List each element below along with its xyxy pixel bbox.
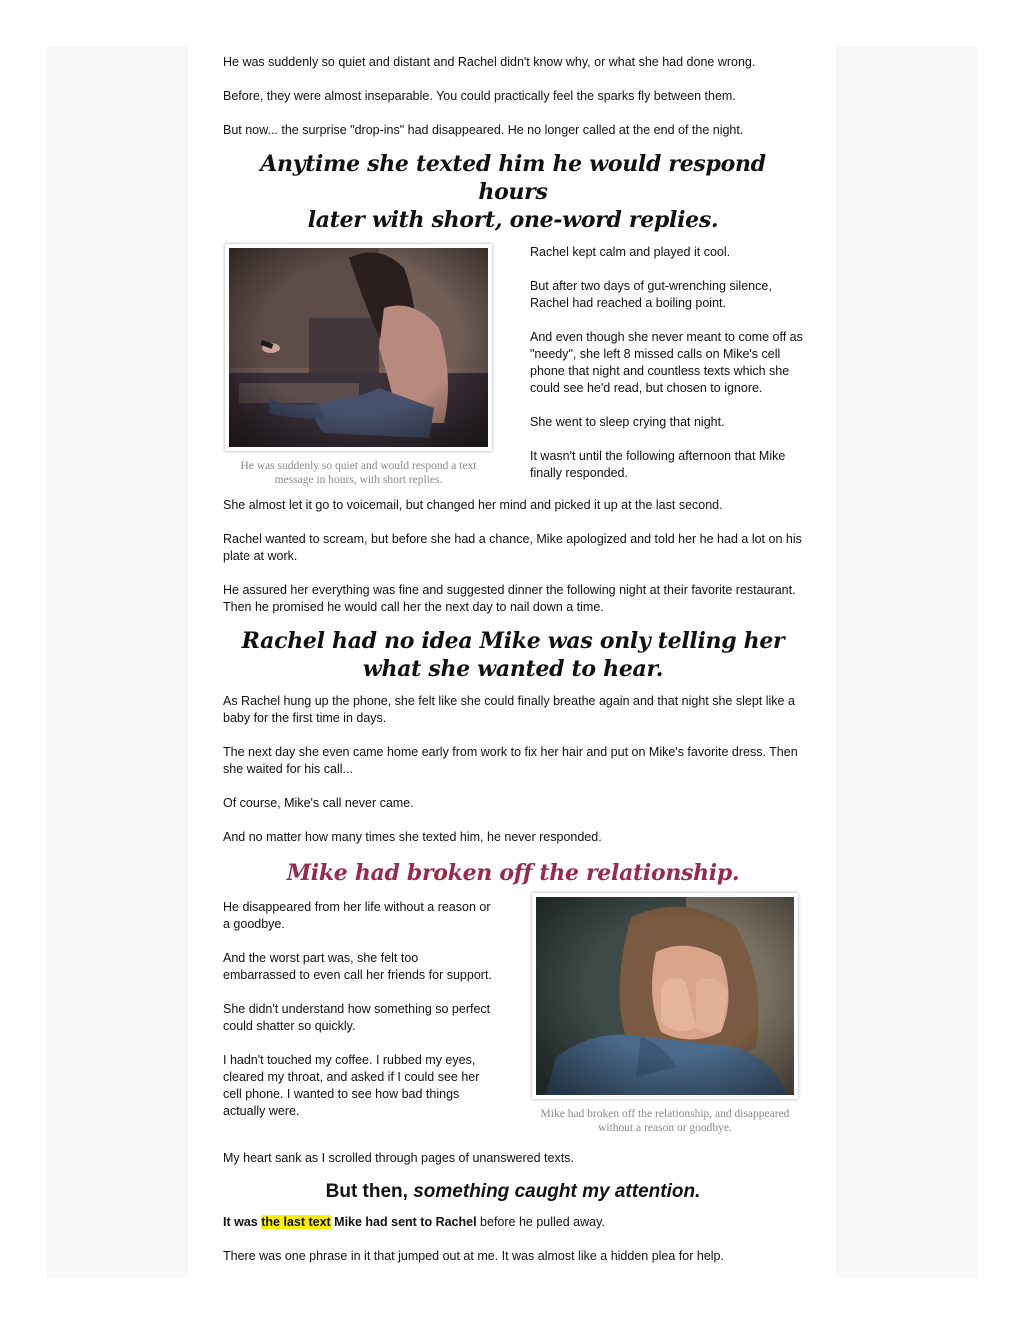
heading-line: Anytime she texted him he would respond hours — [260, 151, 766, 205]
paragraph — [223, 1214, 803, 1231]
paragraph: And no matter how many times she texted him, he never responded. — [223, 830, 602, 844]
side-text-column — [530, 244, 803, 482]
crying-woman-illustration — [536, 897, 794, 1095]
paragraph: But now... the surprise "drop-ins" had disappeared. He no longer called at the end of the night. — [223, 123, 744, 137]
attention-heading — [223, 1180, 803, 1204]
figure — [225, 244, 492, 487]
heading-emphasis: something caught my attention. — [413, 1181, 701, 1202]
section-heading — [223, 150, 803, 234]
photo-frame — [532, 893, 798, 1099]
heading-plain: But then, — [325, 1181, 414, 1202]
side-text-column — [223, 899, 493, 1120]
paragraph: The next day she even came home early from work to fix her hair and put on Mike's favorite dress. Then she waited for his call... — [223, 745, 798, 776]
paragraph: She didn't understand how something so perfect could shatter so quickly. — [223, 1002, 491, 1033]
paragraph: As Rachel hung up the phone, she felt like she could finally breathe again and that night she slept like a baby for the first time in days. — [223, 694, 795, 725]
paragraph: My heart sank as I scrolled through pages of unanswered texts. — [223, 1151, 574, 1165]
section-heading — [223, 627, 803, 683]
paragraph: There was one phrase in it that jumped out at me. It was almost like a hidden plea for help. — [223, 1249, 724, 1263]
paragraph: Of course, Mike's call never came. — [223, 796, 414, 810]
heading-line: later with short, one-word replies. — [307, 207, 719, 233]
article-body — [223, 46, 803, 1282]
paragraph: She went to sleep crying that night. — [530, 415, 725, 429]
figure-caption: He was suddenly so quiet and would respond a text message in hours, with short replies. — [240, 460, 477, 486]
text-image-block — [223, 899, 803, 1135]
paragraph: He was suddenly so quiet and distant and Rachel didn't know why, or what she had done wrong. — [223, 55, 756, 69]
paragraph: But after two days of gut-wrenching silence, Rachel had reached a boiling point. — [530, 279, 772, 310]
paragraph: And even though she never meant to come off as "needy", she left 8 missed calls on Mike's cell phone that night and countless texts which she could see he'd read, but chosen to ignore. — [530, 330, 803, 395]
heading-line: Rachel had no idea Mike was only telling her — [241, 628, 785, 654]
paragraph: Rachel wanted to scream, but before she had a chance, Mike apologized and told her he had a lot on his plate at work. — [223, 532, 802, 563]
figure — [532, 893, 798, 1135]
crying-woman-photo — [536, 897, 794, 1095]
bold-text: Mike had sent to Rachel — [330, 1215, 477, 1229]
paragraph-text: before he pulled away. — [476, 1215, 605, 1229]
paragraph: And the worst part was, she felt too embarrassed to even call her friends for support. — [223, 951, 492, 982]
right-margin-panel — [836, 46, 978, 1278]
image-text-block — [223, 244, 803, 487]
woman-texting-illustration — [229, 248, 488, 447]
paragraph: It wasn't until the following afternoon that Mike finally responded. — [530, 449, 786, 480]
bold-text: It was — [223, 1215, 262, 1229]
paragraph: Rachel kept calm and played it cool. — [530, 245, 731, 259]
paragraph: Before, they were almost inseparable. You could practically feel the sparks fly between them. — [223, 89, 736, 103]
paragraph: He disappeared from her life without a reason or a goodbye. — [223, 900, 491, 931]
heading-line: what she wanted to hear. — [362, 656, 664, 682]
woman-texting-photo — [229, 248, 488, 447]
highlighted-text: the last text — [261, 1215, 331, 1229]
left-margin-panel — [47, 46, 188, 1278]
paragraph: She almost let it go to voicemail, but changed her mind and picked it up at the last second. — [223, 498, 723, 512]
highlight-heading: Mike had broken off the relationship. — [286, 860, 740, 886]
paragraph: He assured her everything was fine and suggested dinner the following night at their favorite restaurant. Then he promised he would call her the next day to nail down a time. — [223, 583, 796, 614]
photo-frame — [225, 244, 492, 451]
paragraph: I hadn't touched my coffee. I rubbed my eyes, cleared my throat, and asked if I could see her cell phone. I wanted to see how bad things actually were. — [223, 1053, 480, 1118]
figure-caption: Mike had broken off the relationship, and disappeared without a reason or goodbye. — [540, 1108, 790, 1134]
